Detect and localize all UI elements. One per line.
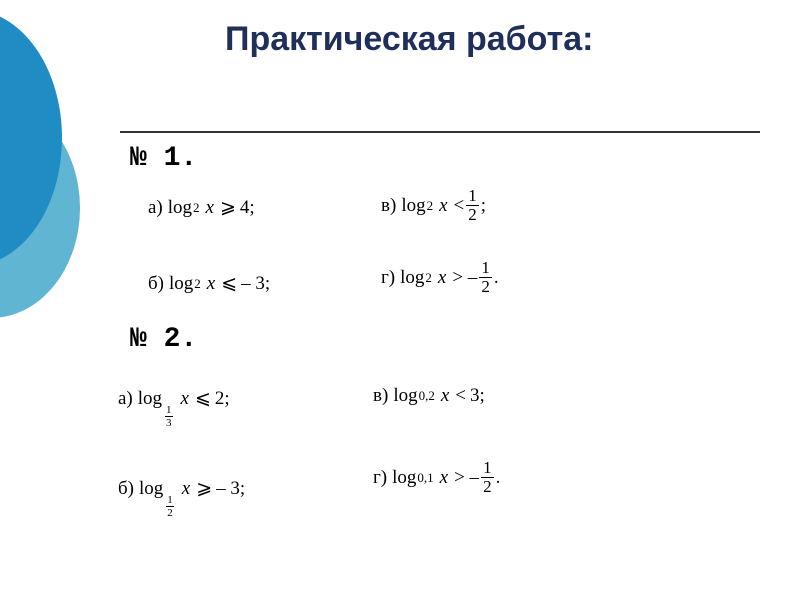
item-label: б) [118, 478, 134, 500]
base-denominator: 3 [166, 417, 172, 430]
relation: < [453, 194, 465, 216]
task-1-item-g [381, 259, 499, 296]
relation: ⩽ [221, 273, 238, 294]
slide-title: Практическая работа: [225, 20, 594, 58]
log-base: 2 [425, 269, 432, 285]
variable: x [181, 478, 191, 500]
log-text: log [139, 478, 164, 500]
task-2-item-g [373, 459, 500, 496]
log-text: log [167, 197, 193, 218]
log-text: log [400, 266, 425, 288]
log-base-fraction [163, 404, 175, 429]
item-label: а) [118, 388, 133, 410]
base-numerator: 1 [166, 404, 172, 416]
relation: > – [454, 466, 480, 488]
task-2-item-b [118, 476, 246, 520]
task-2-item-a [118, 386, 230, 430]
item-label: г) [373, 466, 388, 488]
fraction [479, 259, 492, 296]
task-2-item-v [373, 386, 485, 405]
log-base: 0,2 [418, 388, 435, 403]
right-side: 2; [214, 388, 230, 410]
relation: ⩽ [194, 388, 211, 410]
variable: x [440, 385, 450, 406]
denominator: 2 [481, 276, 490, 296]
right-side: – 3; [241, 273, 271, 294]
tail-punct: ; [480, 194, 487, 216]
item-label: б) [148, 273, 164, 294]
log-base: 2 [426, 197, 434, 213]
variable: x [439, 194, 448, 216]
numerator: 1 [483, 458, 492, 477]
variable: x [205, 197, 214, 218]
variable: x [439, 466, 449, 488]
log-text: log [401, 194, 426, 216]
log-text: log [393, 385, 418, 406]
task-1-item-v [381, 187, 486, 224]
right-side: – 3; [216, 478, 246, 500]
item-label: а) [148, 197, 163, 218]
numerator: 1 [468, 186, 477, 205]
variable: x [437, 266, 447, 288]
log-base-fraction [164, 494, 176, 519]
task-1-number: № 1. [130, 143, 198, 174]
item-label: г) [381, 266, 396, 288]
log-text: log [137, 388, 163, 410]
task-2-number: № 2. [130, 324, 198, 355]
base-denominator: 2 [167, 507, 173, 520]
log-base: 2 [194, 276, 201, 291]
right-side: 4; [239, 197, 255, 218]
log-base: 2 [193, 200, 200, 215]
log-text: log [392, 466, 417, 488]
title-divider [120, 131, 760, 133]
relation: ⩾ [196, 478, 213, 500]
variable: x [180, 388, 189, 410]
variable: x [206, 273, 216, 294]
numerator: 1 [481, 258, 490, 277]
relation: ⩾ [219, 197, 236, 218]
right-side: 3; [470, 385, 485, 406]
relation: > – [452, 266, 478, 288]
tail-punct: . [495, 466, 501, 488]
relation: < [455, 385, 466, 406]
base-numerator: 1 [167, 494, 173, 506]
item-label: в) [373, 385, 389, 406]
log-base: 0,1 [417, 469, 434, 485]
fraction [466, 187, 479, 224]
fraction [481, 459, 494, 496]
log-text: log [169, 273, 194, 294]
item-label: в) [381, 194, 397, 216]
task-1-item-b [148, 274, 270, 293]
denominator: 2 [468, 204, 477, 224]
task-1-item-a [148, 198, 255, 217]
tail-punct: . [493, 266, 499, 288]
denominator: 2 [483, 476, 492, 496]
